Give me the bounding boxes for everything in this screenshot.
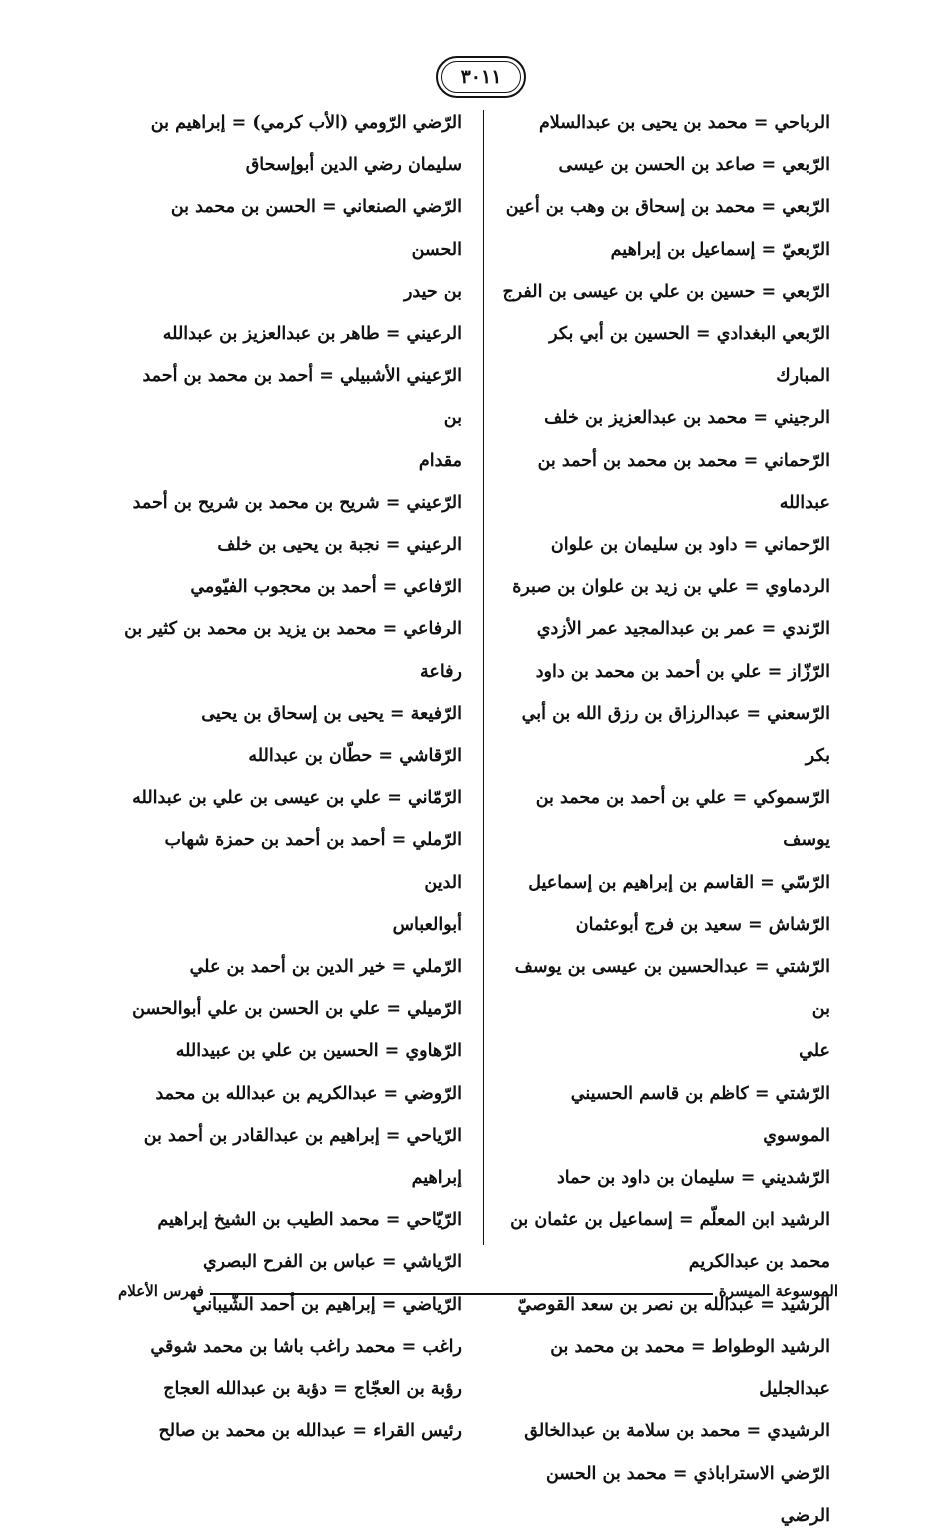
index-entry — [500, 904, 830, 946]
index-entry — [122, 1368, 462, 1410]
index-entry — [500, 102, 830, 144]
index-entry — [500, 1410, 830, 1452]
index-entry — [500, 566, 830, 608]
entry-line: الرّسّي = القاسم بن إبراهيم بن إسماعيل — [528, 872, 830, 893]
entry-line: الرعيني = طاهر بن عبدالعزيز بن عبدالله — [162, 324, 462, 345]
entry-line: الرشيد الوطواط = محمد بن محمد بن — [550, 1336, 830, 1357]
index-entry — [122, 524, 462, 566]
page-footer — [118, 1278, 838, 1304]
entry-line: الرّياضي = إبراهيم بن أحمد الشّيباني — [192, 1294, 462, 1315]
index-entry — [122, 819, 462, 946]
index-entry — [500, 271, 830, 313]
entry-line: الرفاعي = محمد بن يزيد بن محمد بن كثير بن — [124, 619, 462, 640]
index-entry — [122, 1030, 462, 1072]
index-entry — [122, 735, 462, 777]
entry-line: الرجيني = محمد بن عبدالعزيز بن خلف — [544, 408, 830, 429]
entry-line: الرّشتي = عبدالحسين بن عيسى بن يوسف بن — [514, 957, 830, 1020]
entry-continuation: إبراهيم — [411, 1168, 462, 1189]
entry-line: الرّشديني = سليمان بن داود بن حماد — [556, 1168, 830, 1189]
index-entry — [500, 1073, 830, 1157]
index-entry — [500, 229, 830, 271]
index-entry — [500, 313, 830, 397]
index-entry — [500, 1326, 830, 1410]
index-entry — [122, 1410, 462, 1452]
entry-continuation: محمد بن عبدالكريم — [688, 1252, 830, 1273]
entry-continuation: مقدام — [418, 450, 462, 471]
entry-line: الرشيد ابن المعلّم = إسماعيل بن عثمان بن — [510, 1210, 830, 1231]
entry-continuation: عبدالجليل — [759, 1379, 830, 1400]
entry-line: الرّعيني الأشبيلي = أحمد بن محمد بن أحمد بن — [142, 366, 462, 429]
index-entry — [500, 186, 830, 228]
index-entry — [500, 608, 830, 650]
entry-continuation: علي — [799, 1041, 830, 1062]
entry-line: الرّهاوي = الحسين بن علي بن عبيدالله — [175, 1041, 462, 1062]
entry-line: الرشيد = عبدالله بن نصر بن سعد القوصيّ — [517, 1294, 830, 1315]
entry-line: الرّسموكي = علي بن أحمد بن محمد بن يوسف — [535, 788, 830, 851]
index-entry — [500, 144, 830, 186]
entry-continuation: سليمان رضي الدين أبوإسحاق — [245, 155, 462, 176]
entry-line: راغب = محمد راغب باشا بن محمد شوقي — [150, 1336, 462, 1357]
index-entry — [500, 1199, 830, 1283]
index-entry — [500, 440, 830, 524]
entry-line: الرّميلي = علي بن الحسن بن علي أبوالحسن — [132, 999, 462, 1020]
index-entry — [122, 1073, 462, 1115]
entry-line: الرّضي الصنعاني = الحسن بن محمد بن الحسن — [170, 197, 462, 260]
footer-section-title: فهرس الأعلام — [118, 1282, 204, 1300]
index-entry — [122, 946, 462, 988]
index-entry — [122, 1199, 462, 1241]
index-entry — [122, 102, 462, 186]
entry-line: الرشيدي = محمد بن سلامة بن عبدالخالق — [524, 1421, 830, 1442]
entry-line: الرّعيني = شريح بن محمد بن شريح بن أحمد — [132, 492, 462, 513]
entry-line: الرّملي = خير الدين بن أحمد بن علي — [189, 957, 462, 978]
entry-line: الرّحماني = داود بن سليمان بن علوان — [550, 535, 830, 556]
page-number-badge — [436, 56, 526, 98]
index-entry — [122, 693, 462, 735]
index-entry — [122, 482, 462, 524]
index-entry — [500, 397, 830, 439]
entry-line: الرّفاعي = أحمد بن محجوب الفيّومي — [190, 577, 462, 598]
index-entry — [122, 313, 462, 355]
index-entry — [500, 524, 830, 566]
entry-line: الرّفيعة = يحيى بن إسحاق بن يحيى — [201, 703, 462, 724]
index-entry — [500, 862, 830, 904]
left-column — [122, 102, 462, 1453]
entry-continuation: أبوالعباس — [392, 914, 462, 935]
entry-line: الرّبعي البغدادي = الحسين بن أبي بكر المبارك — [549, 324, 830, 387]
entry-line: الرّضي الرّومي (الأب كرمي) = إبراهيم بن — [150, 113, 462, 133]
footer-book-title: الموسوعة الميسرة — [718, 1282, 838, 1300]
index-entry — [122, 777, 462, 819]
index-entry — [122, 608, 462, 692]
index-entry — [122, 186, 462, 313]
entry-line: الردماوي = علي بن زيد بن علوان بن صبرة — [512, 577, 830, 598]
entry-line: الرّبعي = محمد بن إسحاق بن وهب بن أعين — [505, 197, 830, 218]
index-entry — [500, 1157, 830, 1199]
index-entry — [122, 1115, 462, 1199]
entry-line: الرّشاش = سعيد بن فرج أبوعثمان — [575, 914, 830, 935]
entry-line: الرّقاشي = حطّان بن عبدالله — [248, 746, 462, 767]
index-entry — [500, 693, 830, 777]
index-entry — [500, 946, 830, 1073]
column-divider — [483, 110, 484, 1245]
index-entry — [122, 988, 462, 1030]
entry-line: الرّوضي = عبدالكريم بن عبدالله بن محمد — [155, 1083, 462, 1104]
entry-line: الرّياشي = عباس بن الفرح البصري — [202, 1252, 462, 1273]
entry-line: الرّضي الاستراباذي = محمد بن الحسن الرضي — [545, 1463, 830, 1526]
index-entry — [122, 566, 462, 608]
entry-line: الرّحماني = محمد بن محمد بن أحمد بن عبدالله — [537, 450, 830, 513]
entry-continuation: بن حيدر — [403, 281, 462, 302]
entry-line: الرباحي = محمد بن يحيى بن عبدالسلام — [538, 113, 830, 133]
entry-line: الرّزّاز = علي بن أحمد بن محمد بن داود — [535, 661, 830, 682]
entry-line: الرّندي = عمر بن عبدالمجيد عمر الأزدي — [536, 619, 830, 640]
entry-line: رئيس القراء = عبدالله بن محمد بن صالح — [158, 1421, 462, 1442]
entry-line: الرّمّاني = علي بن عيسى بن علي بن عبدالله — [132, 788, 462, 809]
footer-rule — [210, 1293, 713, 1295]
index-entry — [500, 1453, 830, 1537]
right-column — [500, 102, 830, 1537]
index-entry — [122, 1326, 462, 1368]
entry-line: الرّملي = أحمد بن أحمد بن حمزة شهاب الدين — [164, 830, 462, 893]
entry-line: الرّيّاحي = محمد الطيب بن الشيخ إبراهيم — [157, 1210, 462, 1231]
entry-line: الرّبعي = حسين بن علي بن عيسى بن الفرج — [502, 281, 830, 302]
index-entry — [500, 651, 830, 693]
entry-line: الرّياحي = إبراهيم بن عبدالقادر بن أحمد بن — [143, 1125, 462, 1146]
entry-line: الرّسعني = عبدالرزاق بن رزق الله بن أبي بكر — [521, 703, 830, 767]
entry-line: الرّشتي = كاظم بن قاسم الحسيني الموسوي — [570, 1083, 830, 1146]
entry-line: الرّبعي = صاعد بن الحسن بن عيسى — [558, 155, 830, 176]
page-number: ٣٠١١ — [460, 66, 502, 88]
entry-line: الرّبعيّ = إسماعيل بن إبراهيم — [610, 239, 830, 260]
entry-line: رؤبة بن العجّاج = دؤبة بن عبدالله العجاج — [163, 1379, 462, 1400]
index-entry — [122, 355, 462, 482]
entry-line: الرعيني = نجبة بن يحيى بن خلف — [217, 535, 462, 556]
index-entry — [500, 777, 830, 861]
entry-continuation: رفاعة — [420, 661, 462, 682]
